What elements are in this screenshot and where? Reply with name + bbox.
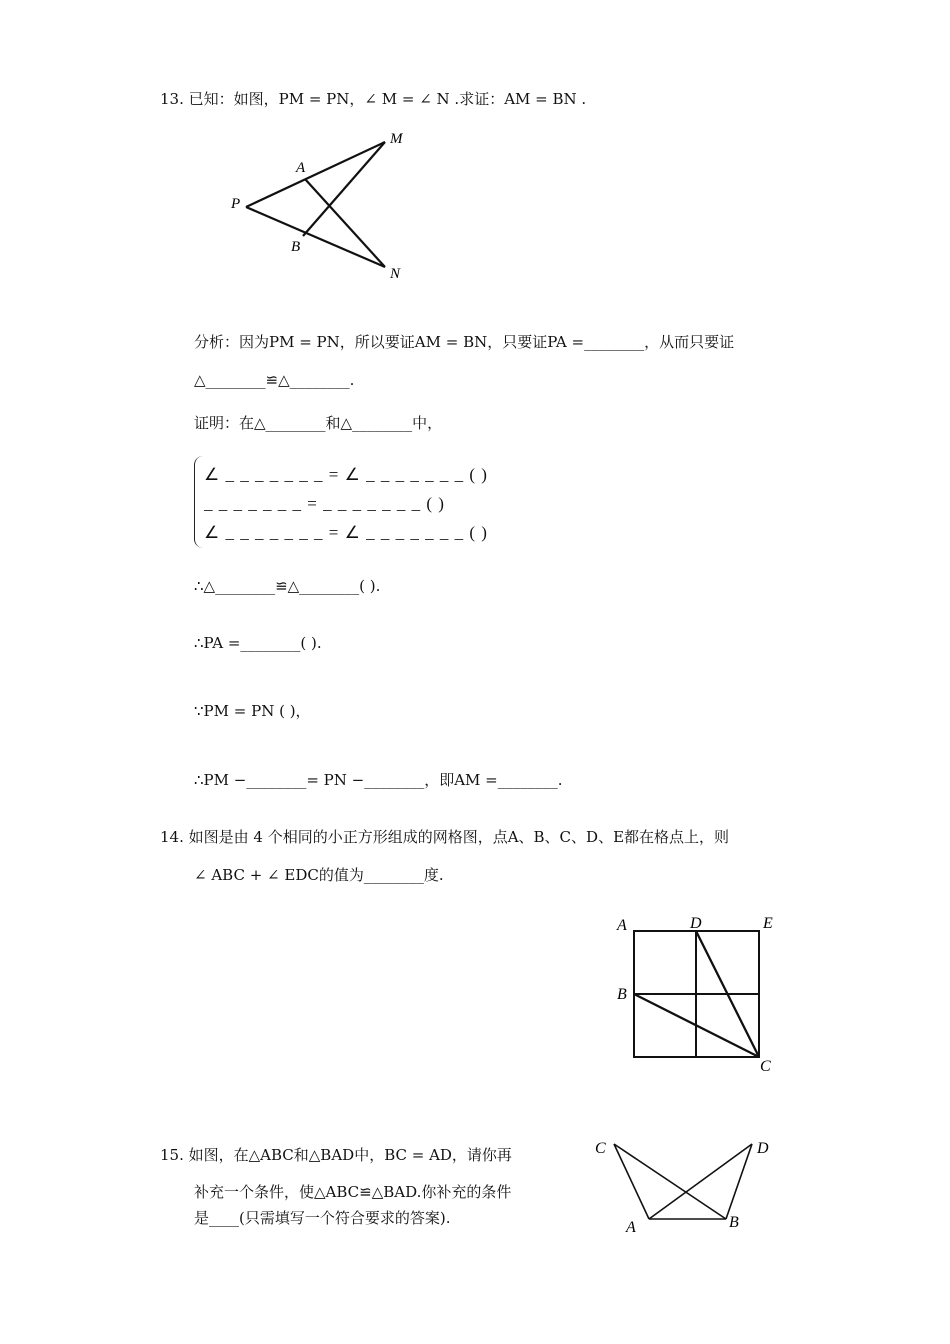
q13-system-line-1: ∠ _ _ _ _ _ _ _ = ∠ _ _ _ _ _ _ _ ( ) — [204, 465, 488, 484]
q15-stem-line-3: 是____(只需填写一个符合要求的答案). — [194, 1209, 451, 1227]
q13-proof-intro: 证明：在△________和△________中， — [194, 414, 443, 432]
label-D: D — [757, 1140, 769, 1157]
q13-stem: 13. 已知：如图，PM = PN，∠ M = ∠ N .求证：AM = BN . — [160, 90, 587, 108]
label-N: N — [390, 266, 401, 282]
label-A: A — [626, 1219, 636, 1235]
q13-figure — [225, 125, 415, 285]
q14-stem-line-2: ∠ ABC + ∠ EDC的值为________度. — [194, 866, 444, 884]
edge-AD — [649, 1144, 752, 1219]
edge-BD — [726, 1144, 752, 1219]
label-A: A — [617, 917, 627, 934]
q14-grid-figure — [612, 910, 787, 1075]
q13-step-1: ∴△________≌△________( ). — [194, 577, 381, 595]
label-C: C — [760, 1058, 771, 1075]
label-B: B — [617, 986, 627, 1003]
q13-step-3: ∵PM = PN ( )， — [194, 702, 311, 720]
label-E: E — [763, 915, 773, 932]
q15-stem-line-2: 补充一个条件，使△ABC≌△BAD.你补充的条件 — [194, 1183, 512, 1201]
q15-figure — [590, 1135, 780, 1235]
q13-system-line-3: ∠ _ _ _ _ _ _ _ = ∠ _ _ _ _ _ _ _ ( ) — [204, 523, 488, 542]
edge-PN — [246, 207, 385, 267]
q13-step-2: ∴PA =________( ). — [194, 634, 322, 652]
label-B: B — [291, 239, 301, 255]
q14-stem-line-1: 14. 如图是由 4 个相同的小正方形组成的网格图，点A、B、C、D、E都在格点上，则 — [160, 828, 730, 846]
edge-PM — [246, 142, 385, 207]
label-D: D — [690, 915, 702, 932]
q13-analysis-line-1: 分析：因为PM = PN，所以要证AM = BN，只要证PA =________，从而只要证 — [194, 333, 735, 351]
label-M: M — [390, 131, 403, 147]
q13-system-line-2: _ _ _ _ _ _ _ = _ _ _ _ _ _ _ ( ) — [204, 494, 445, 513]
system-brace — [194, 456, 203, 548]
q13-step-4: ∴PM −________= PN −________，即AM =________. — [194, 771, 563, 789]
label-B: B — [729, 1214, 739, 1231]
q15-stem-line-1: 15. 如图，在△ABC和△BAD中，BC = AD，请你再 — [160, 1146, 512, 1164]
edge-AN — [305, 179, 385, 267]
label-A: A — [296, 160, 306, 176]
label-P: P — [231, 196, 241, 212]
q13-analysis-line-2: △________≌△________. — [194, 371, 355, 389]
label-C: C — [595, 1140, 606, 1157]
